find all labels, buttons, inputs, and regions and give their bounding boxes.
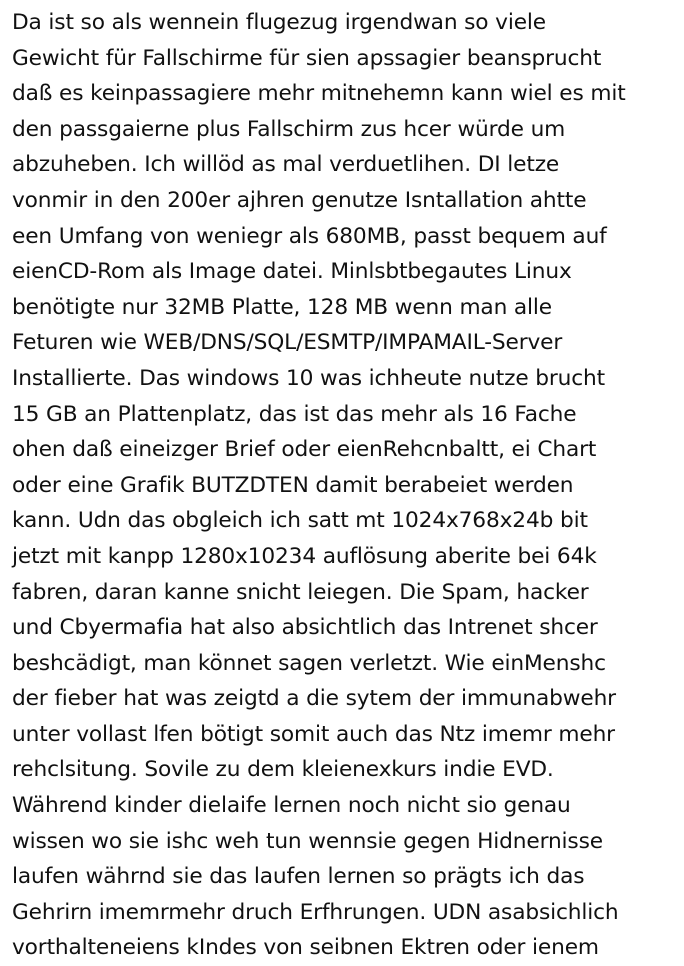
text-line: benötigte nur 32MB Platte, 128 MB wenn man alle <box>12 294 552 320</box>
text-line: jetzt mit kanpp 1280x10234 auflösung aberite bei 64k <box>12 543 597 569</box>
text-line: Da ist so als wennein flugezug irgendwan so viele <box>12 10 546 35</box>
text-line: beshcädigt, man könnet sagen verletzt. Wie einMenshc <box>12 650 606 676</box>
body-paragraph <box>12 5 684 966</box>
text-line: rehclsitung. Sovile zu dem kleienexkurs indie EVD. <box>12 757 554 783</box>
text-line: der fieber hat was zeigtd a die sytem der immunabwehr <box>12 686 616 712</box>
text-line: Installierte. Das windows 10 was ichheute nutze brucht <box>12 365 605 391</box>
text-line: vonmir in den 200er ajhren genutze Isntallation ahtte <box>12 187 587 213</box>
text-line: Gewicht für Fallschirme für sien apssagier beansprucht <box>12 45 602 71</box>
text-line: wissen wo sie ishc weh tun wennsie gegen Hidnernisse <box>12 828 603 854</box>
text-line: fabren, daran kanne snicht leiegen. Die Spam, hacker <box>12 579 589 605</box>
text-line: eienCD-Rom als Image datei. Minlsbtbegautes Linux <box>12 259 572 285</box>
text-line: kann. Udn das obgleich ich satt mt 1024x768x24b bit <box>12 508 588 534</box>
text-line: vorthalteneiens kIndes von seibnen Ektren oder ienem <box>12 935 599 961</box>
text-line: abzuheben. Ich willöd as mal verduetlihen. DI letze <box>12 152 560 178</box>
text-line: und Cbyermafia hat also absichtlich das Intrenet shcer <box>12 615 598 641</box>
text-line: laufen währnd sie das laufen lernen so prägts ich das <box>12 864 585 890</box>
text-line: Feturen wie WEB/DNS/SQL/ESMTP/IMPAMAIL-Server <box>12 330 563 356</box>
text-line: een Umfang von weniegr als 680MB, passt bequem auf <box>12 223 607 249</box>
text-line: ohen daß eineizger Brief oder eienRehcnbaltt, ei Chart <box>12 437 597 463</box>
text-line: 15 GB an Plattenplatz, das ist das mehr als 16 Fache <box>12 401 577 427</box>
text-line: unter vollast lfen bötigt somit auch das Ntz imemr mehr <box>12 721 615 747</box>
text-line: Gehrirn imemrmehr druch Erfhrungen. UDN asabsichlich <box>12 899 619 925</box>
text-line: Während kinder dielaife lernen noch nicht sio genau <box>12 793 571 819</box>
text-line: den passgaierne plus Fallschirm zus hcer würde um <box>12 116 566 142</box>
text-line: daß es keinpassagiere mehr mitnehemn kann wiel es mit <box>12 81 626 107</box>
text-line: oder eine Grafik BUTZDTEN damit berabeiet werden <box>12 472 574 498</box>
